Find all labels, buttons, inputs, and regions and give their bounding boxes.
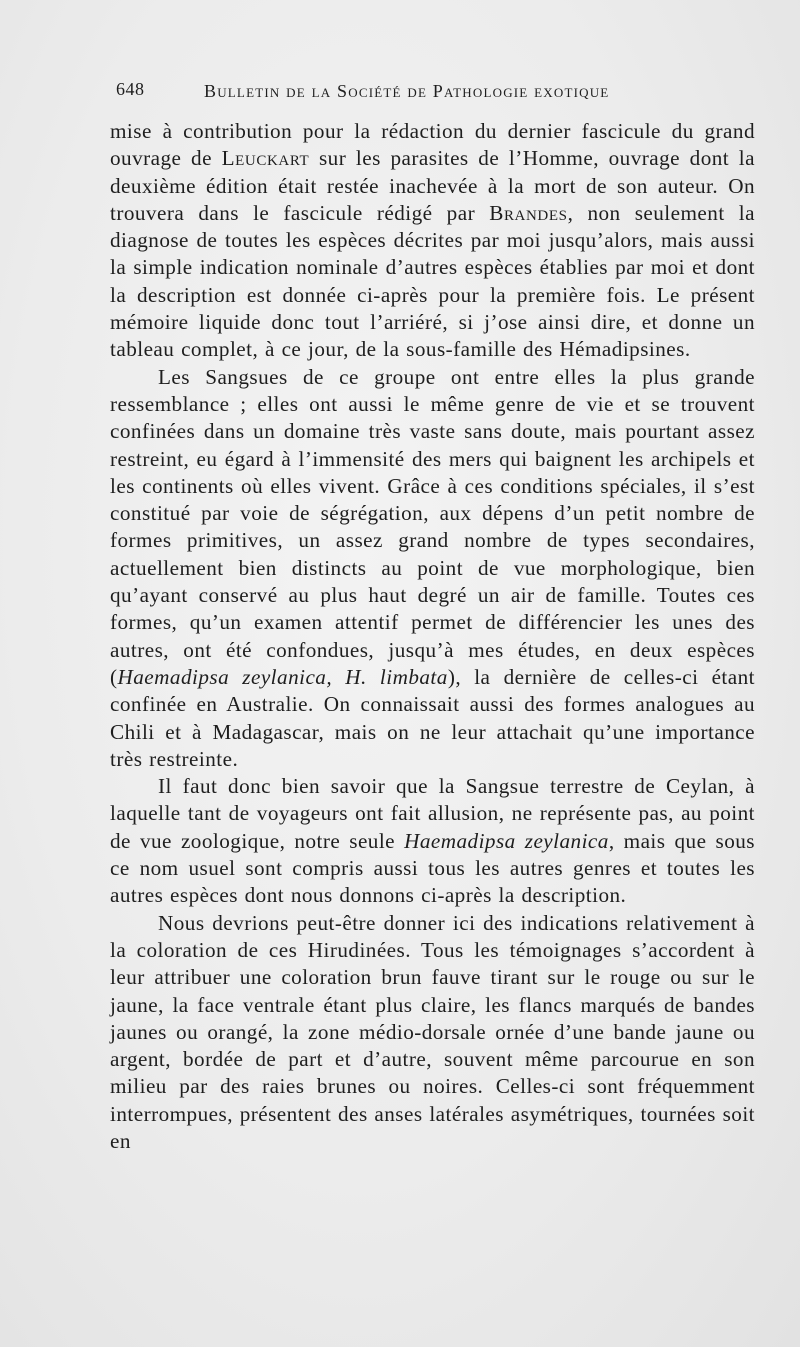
text-segment: , mais que sous ce nom usuel sont compris aussi tous les autres genres et toutes les autres espèces dont nous donnons ci-après la description. bbox=[110, 828, 755, 908]
paragraph bbox=[110, 773, 755, 909]
text-segment: Il faut donc bien savoir que la Sangsue terrestre de Ceylan, à laquelle tant de voyageurs ont fait allusion, ne représente pas, au point de vue zoologique, notre seule bbox=[110, 774, 755, 853]
author-name: Brandes bbox=[489, 200, 568, 225]
text-segment: mise à contribution pour la rédaction du dernier fascicule du grand ouvrage de bbox=[110, 119, 755, 171]
species-name: Haemadipsa zeylanica bbox=[404, 828, 609, 853]
page-header bbox=[116, 79, 672, 107]
text-segment: sur les parasites de l’Homme, ouvrage dont la deuxième édition était restée inachevée à la mort de son auteur. On trouvera dans le fascicule rédigé par bbox=[110, 146, 755, 225]
page-number: 648 bbox=[116, 79, 145, 99]
text-segment: Nous devrions peut-être donner ici des indications relativement à la coloration de ces Hirudinées. Tous les témoignages s’accordent à leur attribuer une coloration brun fauve tirant sur le rouge ou sur le jaune, la face ventrale étant plus claire, les flancs marqués de bandes jaunes ou orangé, la zone médio-dorsale ornée d’une bande jaune ou argent, bordée de part et d’autre, souvent même parcourue en son milieu par des raies brunes ou noires. Celles-ci sont fréquemment interrompues, présentent des anses latérales asymétriques, tournées soit en bbox=[110, 910, 755, 1153]
text-segment: , non seulement la diagnose de toutes les espèces décrites par moi jusqu’alors, mais aussi la simple indication nominale d’autres espèces établies par moi et dont la description est donnée ci-après pour la première fois. Le présent mémoire liquide donc tout l’arriéré, si j’ose ainsi dire, et donne un tableau complet, à ce jour, de la sous-famille des Hémadipsines. bbox=[110, 200, 755, 362]
body-text bbox=[110, 118, 755, 1155]
paragraph bbox=[110, 118, 755, 364]
paragraph bbox=[110, 364, 755, 773]
text-segment: Les Sangsues de ce groupe ont entre elles la plus grande ressemblance ; elles ont aussi le même genre de vie et se trouvent confinées dans un domaine très vaste sans doute, mais pourtant assez restreint, eu égard à l’immensité des mers qui baignent les archipels et les continents où elles vivent. Grâce à ces conditions spéciales, il s’est constitué par voie de ségrégation, aux dépens d’un petit nombre de formes primitives, un assez grand nombre de types secondaires, actuellement bien distincts au point de vue morphologique, bien qu’ayant conservé au plus haut degré un air de famille. Toutes ces formes, qu’un examen attentif permet de différencier les unes des autres, ont été confondues, jusqu’à mes études, en deux espèces ( bbox=[110, 364, 755, 689]
author-name: Leuckart bbox=[221, 146, 310, 171]
text-segment: ), la dernière de celles-ci étant confinée en Australie. On connaissait aussi des formes analogues au Chili et à Madagascar, mais on ne leur attachait qu’une importance très restreinte. bbox=[110, 664, 756, 771]
species-name: Haemadipsa zeylanica, H. limbata bbox=[117, 664, 448, 689]
paragraph bbox=[110, 910, 755, 1156]
running-title: Bulletin de la Société de Pathologie exotique bbox=[204, 81, 610, 101]
